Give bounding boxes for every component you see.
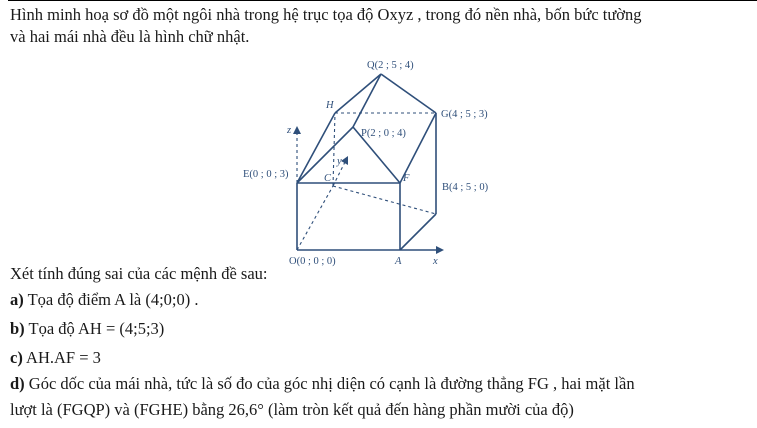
label-C: C <box>324 173 332 184</box>
statement-a-text: Tọa độ điểm A là (4;0;0) . <box>27 290 199 309</box>
edge-H-Q <box>335 74 381 113</box>
hidden-edge-O-C <box>297 186 333 250</box>
statement-c <box>10 348 101 368</box>
hidden-edge-C-H <box>333 113 335 186</box>
x-axis-arrow <box>436 246 444 254</box>
edge-A-B <box>400 214 436 250</box>
label-G: G(4 ; 5 ; 3) <box>441 109 488 120</box>
label-E: E(0 ; 0 ; 3) <box>243 169 289 180</box>
statement-a <box>10 290 199 310</box>
statement-d-tag: d) <box>10 374 25 393</box>
statement-d-text-1: Góc dốc của mái nhà, tức là số đo của góc nhị diện có cạnh là đường thẳng FG , hai mặt lần <box>28 374 635 393</box>
label-F: F <box>403 173 410 184</box>
edge-Q-G <box>381 74 436 113</box>
statement-c-tag: c) <box>10 348 23 367</box>
label-H: H <box>326 100 334 111</box>
statement-b <box>10 319 164 339</box>
z-axis-arrow <box>293 126 301 134</box>
hidden-edge-C-B <box>333 186 436 214</box>
label-O: O(0 ; 0 ; 0) <box>289 256 336 267</box>
label-Q: Q(2 ; 5 ; 4) <box>367 60 414 71</box>
statement-b-tag: b) <box>10 319 25 338</box>
label-P: P(2 ; 0 ; 4) <box>361 128 406 139</box>
label-A: A <box>395 256 402 267</box>
edge-P-Q <box>353 74 381 127</box>
label-y: y <box>337 156 342 167</box>
label-B: B(4 ; 5 ; 0) <box>442 182 489 193</box>
label-x: x <box>433 256 438 267</box>
statement-d-line-2: lượt là (FGQP) và (FGHE) bằng 26,6° (làm tròn kết quả đến hàng phần mười của độ) <box>10 400 574 419</box>
intro-line-2: và hai mái nhà đều là hình chữ nhật. <box>10 27 250 46</box>
statement-d-line-1 <box>10 374 635 394</box>
statement-c-text: AH.AF = 3 <box>26 348 101 367</box>
statement-b-text: Tọa độ AH = (4;5;3) <box>28 319 165 338</box>
label-z: z <box>287 125 292 136</box>
intro-line-1: Hình minh hoạ sơ đồ một ngôi nhà trong hệ trục tọa độ Oxyz , trong đó nền nhà, bốn bức tường <box>10 5 642 24</box>
statement-a-tag: a) <box>10 290 24 309</box>
prompt-text: Xét tính đúng sai của các mệnh đề sau: <box>10 264 268 283</box>
